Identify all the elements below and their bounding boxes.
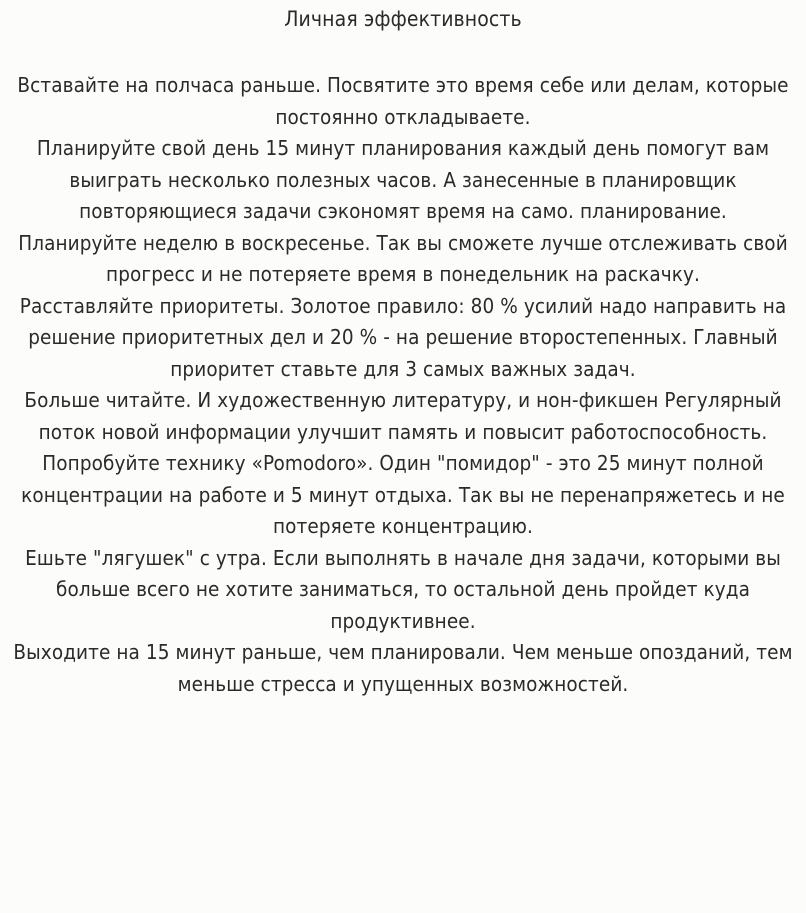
tip-paragraph: Планируйте неделю в воскресенье. Так вы сможете лучше отслеживать свой прогресс и не потеряете время в понедельник на раскачку. [18,230,788,286]
tip-paragraph: Планируйте свой день 15 минут планирования каждый день помогут вам выиграть несколько полезных часов. А занесенные в планировщик повторяющиеся задачи сэкономят время на само. планирование. [36,136,770,223]
tip-paragraph: Вставайте на полчаса раньше. Посвятите это время себе или делам, которые постоянно откладываете. [17,73,789,129]
tip-paragraph: Ешьте "лягушек" с утра. Если выполнять в начале дня задачи, которыми вы больше всего не хотите заниматься, то остальной день пройдет куда продуктивнее. [25,545,781,633]
tip-paragraph: Попробуйте технику «Pomodoro». Один "помидор" - это 25 минут полной концентрации на работе и 5 минут отдыха. Так вы не перенапряжетесь и не потеряете концентрацию. [21,451,785,538]
tip-paragraph: Выходите на 15 минут раньше, чем планировали. Чем меньше опозданий, тем меньше стресса и упущенных возможностей. [13,640,793,696]
document-title: Личная эффективность [284,7,522,31]
tip-paragraph: Расставляйте приоритеты. Золотое правило: 80 % усилий надо направить на решение приоритетных дел и 20 % - на решение второстепенных. Главный приоритет ставьте для 3 самых важных задач. [19,293,787,381]
tip-paragraph: Больше читайте. И художественную литературу, и нон-фикшен Регулярный поток новой информации улучшит память и повысит работоспособность. [24,388,782,444]
